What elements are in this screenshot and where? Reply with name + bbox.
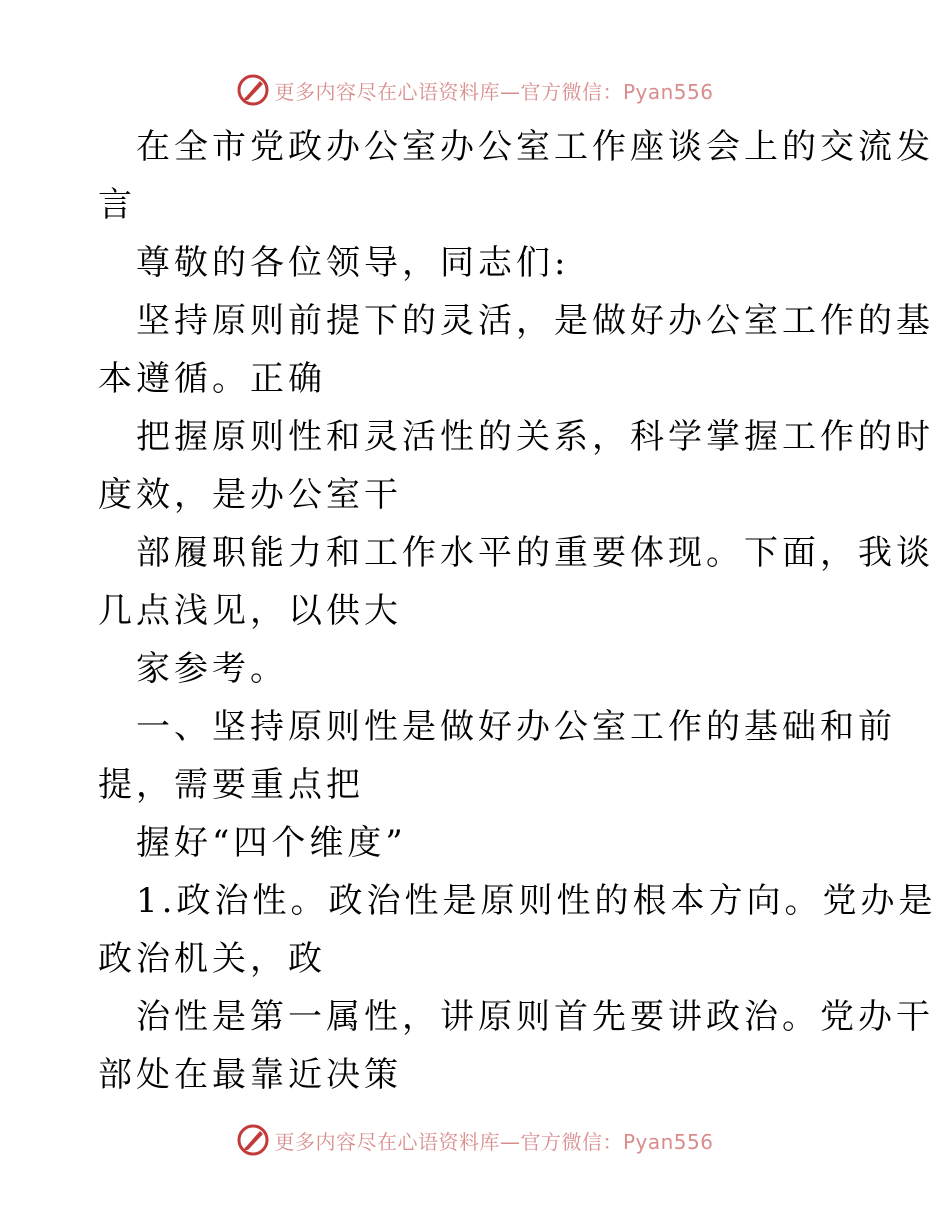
paragraph-line: 几点浅见，以供大: [98, 591, 402, 631]
paragraph-line: 坚持原则前提下的灵活，是做好办公室工作的基: [136, 301, 934, 341]
section-heading-line: 握好“四个维度”: [136, 823, 407, 863]
title-line-1: 在全市党政办公室办公室工作座谈会上的交流发: [136, 127, 934, 167]
paragraph-line: 本遵循。正确: [98, 359, 326, 399]
salutation-line: 尊敬的各位领导，同志们:: [136, 243, 570, 283]
quill-seal-logo-icon: [236, 1123, 270, 1157]
paragraph-line: 把握原则性和灵活性的关系，科学掌握工作的时: [136, 417, 934, 457]
watermark-text: 更多内容尽在心语资料库—官方微信：Pyan556: [274, 1129, 714, 1154]
paragraph-line: 治性是第一属性，讲原则首先要讲政治。党办干: [136, 997, 934, 1037]
paragraph-line: 度效，是办公室干: [98, 475, 402, 515]
footer-watermark-banner: [0, 1120, 950, 1160]
paragraph-line: 部处在最靠近决策: [98, 1055, 402, 1095]
paragraph-line: 政治机关，政: [98, 939, 326, 979]
paragraph-line: 家参考。: [136, 649, 288, 689]
title-line-2: 言: [98, 185, 136, 225]
paragraph-line: 部履职能力和工作水平的重要体现。下面，我谈: [136, 533, 934, 573]
section-heading-line: 一、坚持原则性是做好办公室工作的基础和前: [136, 707, 896, 747]
section-heading-line: 提，需要重点把: [98, 765, 364, 805]
watermark-text: 更多内容尽在心语资料库—官方微信：Pyan556: [274, 79, 714, 104]
paragraph-line: 1.政治性。政治性是原则性的根本方向。党办是: [136, 881, 937, 921]
